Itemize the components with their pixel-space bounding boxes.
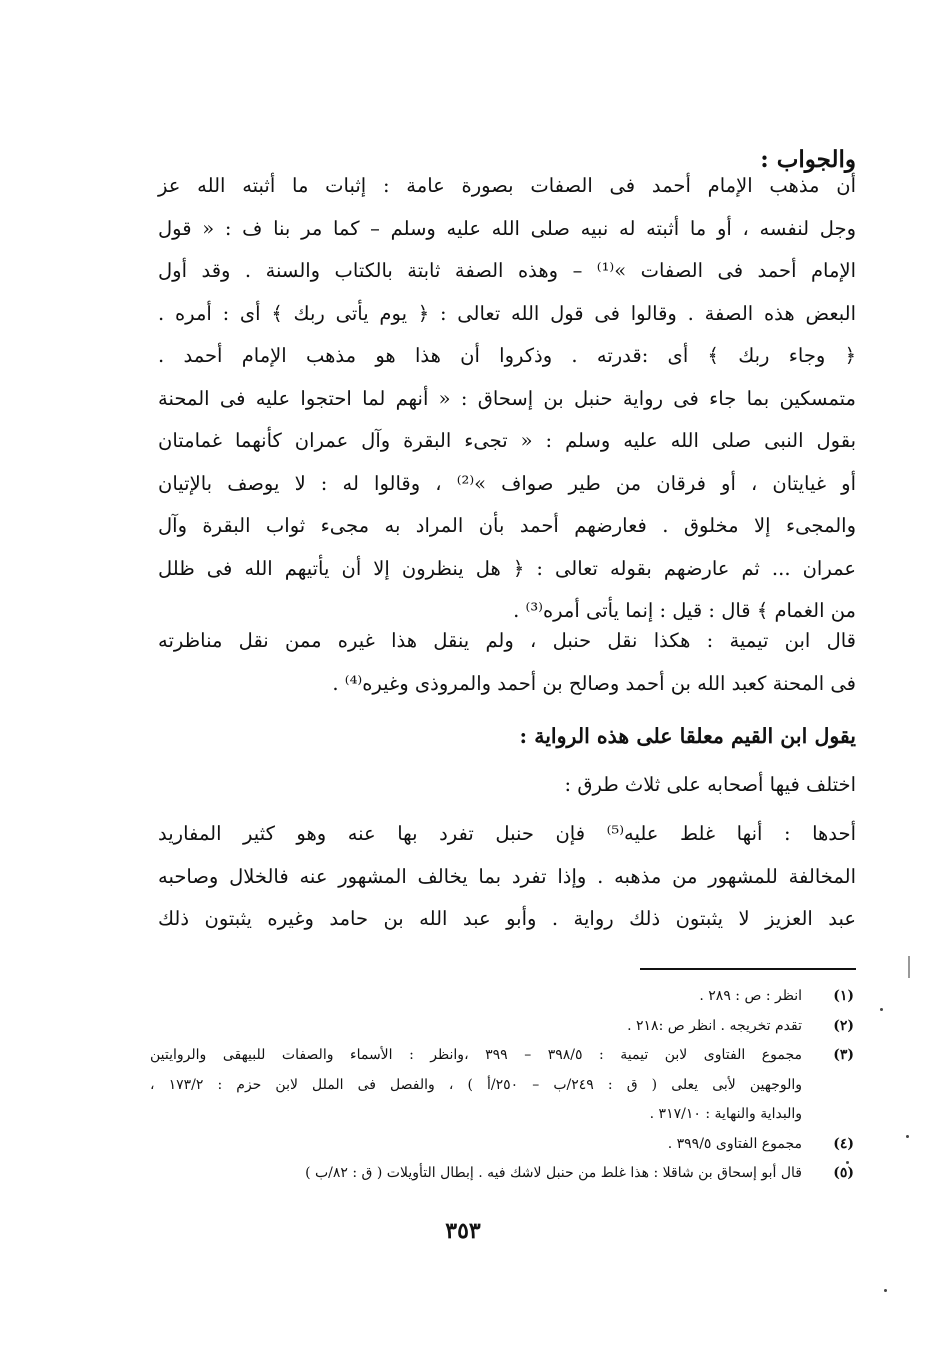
footnote-number: (٣) xyxy=(833,1047,854,1063)
section-heading: والجواب : xyxy=(760,146,856,173)
margin-mark xyxy=(908,956,910,978)
text-line: من الغمام ﴾ قال : قيل : إنما يأتى أمره⁽³⁾ . xyxy=(513,599,856,622)
footnote-text: قال أبو إسحاق بن شاقلا : هذا غلط من حنبل لاشك فيه . إبطال التأويلات ( ق : ٨٢/ب ) xyxy=(305,1165,802,1181)
footnote-number: (٤) xyxy=(833,1135,854,1152)
text-line: قال ابن تيمية : هكذا نقل حنبل ، ولم ينقل هذا غيره ممن نقل مناظرته xyxy=(158,629,856,652)
text-line: أن مذهب الإمام أحمد فى الصفات بصورة عامة : إثبات ما أثبته الله عز xyxy=(158,174,856,197)
footnote xyxy=(150,1159,854,1189)
footnote-text: مجموع الفتاوى ٣٩٩/٥ . xyxy=(667,1135,802,1152)
scan-speck xyxy=(884,1289,887,1292)
footnote-text: انظر : ص : ٢٨٩ . xyxy=(699,988,802,1004)
paragraph-2 xyxy=(158,620,856,705)
footnote xyxy=(150,1130,854,1160)
scan-speck xyxy=(880,1008,883,1011)
footnote-text: تقدم تخريجه . انظر ص :٢١٨ . xyxy=(627,1017,802,1034)
footnote-text: والبداية والنهاية : ٣١٧/١٠ . xyxy=(649,1106,802,1122)
text-line: عبد العزيز لا يثبتون ذلك رواية . وأبو عبد الله بن حامد وغيره يثبتون ذلك xyxy=(158,907,856,930)
text-line: متمسكين بما جاء فى رواية حنبل بن إسحاق : « أنهم لما احتجوا عليه فى المحنة xyxy=(158,386,856,410)
text-line: عمران ... ثم عارضهم بقوله تعالى : ﴿ هل ينظرون إلا أن يأتيهم الله فى ظلل xyxy=(158,556,856,580)
text-line: البعض هذه الصفة . وقالوا فى قول الله تعالى : ﴿ يوم يأتى ربك ﴾ أى : أمره . xyxy=(158,301,856,325)
footnote xyxy=(150,982,854,1012)
text-line: الإمام أحمد فى الصفات »⁽¹⁾ – وهذه الصفة ثابتة بالكتاب والسنة . وقد أول xyxy=(158,259,856,282)
text-line: المخالفة للمشهور من مذهبه . وإذا تفرد بما يخالف المشهور عنه فالخلال وصاحبه xyxy=(158,864,856,888)
scan-speck xyxy=(906,1135,909,1138)
footnote-text: مجموع الفتاوى لابن تيمية : ٣٩٨/٥ – ٣٩٩ ،وانظر : الأسماء والصفات للبيهقى والروايتين xyxy=(150,1047,802,1063)
footnote xyxy=(150,1041,854,1130)
text-line: بقول النبى صلى الله عليه وسلم : « تجىء البقرة وآل عمران كأنهما غمامتان xyxy=(158,429,856,452)
paragraph-1 xyxy=(158,165,856,633)
footnotes xyxy=(150,982,854,1189)
text-line: والمجىء إلا مخلوق . فعارضهم أحمد بأن المراد به مجىء ثواب البقرة وآل xyxy=(158,514,856,537)
text-line: فى المحنة كعبد الله بن أحمد وصالح بن أحمد والمروذى وغيره⁽⁴⁾ . xyxy=(332,671,856,695)
footnote-number: (٥) xyxy=(833,1165,854,1181)
text-line: وجل لنفسه ، أو ما أثبته له نبيه صلى الله عليه وسلم – كما مر بنا ف : « قول xyxy=(158,216,856,240)
subheading: يقول ابن القيم معلقا على هذه الرواية : xyxy=(519,724,856,748)
scan-speck xyxy=(846,1161,849,1164)
footnote-text: والوجهين لأبى يعلى ( ق : ٢٤٩/ب – ٢٥٠/أ ) ، والفصل فى الملل لابن حزم : ١٧٣/٢ ، xyxy=(150,1076,803,1093)
footnote-number: (١) xyxy=(833,988,854,1004)
text-line: أو غيايتان ، أو فرقان من طير صواف »⁽²⁾ ، وقالوا له : لا يوصف بالإتيان xyxy=(158,471,856,495)
intro-line: اختلف فيها أصحابه على ثلاث طرق : xyxy=(564,773,856,796)
page-number: ٣٥٣ xyxy=(445,1218,481,1244)
paragraph-3 xyxy=(158,813,856,941)
footnote-number: (٢) xyxy=(833,1017,854,1034)
footnote-separator xyxy=(640,968,856,970)
text-line: أحدها : أنها غلط عليه⁽⁵⁾ فإن حنبل تفرد بها عنه وهو كثير المفاريد xyxy=(158,822,856,845)
footnote xyxy=(150,1012,854,1042)
text-line: ﴿ وجاء ربك ﴾ أى :قدرته . وذكروا أن هذا هو مذهب الإمام أحمد . xyxy=(158,344,856,367)
